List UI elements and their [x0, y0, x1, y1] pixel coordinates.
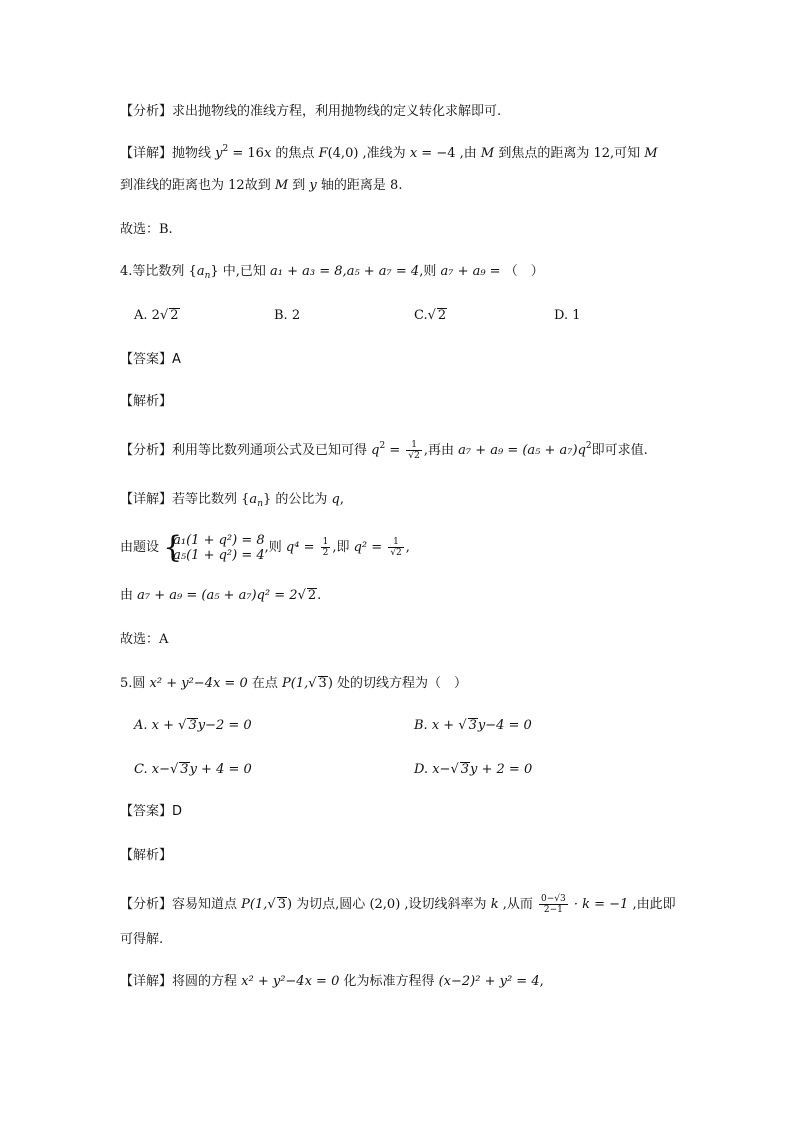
- q4-system: [120, 529, 410, 565]
- math-focus: F: [318, 146, 328, 161]
- radicand: 3: [277, 897, 286, 912]
- q4-option-d: D. 1: [554, 308, 581, 323]
- text-frag: .: [317, 588, 322, 603]
- q5-detail: [120, 972, 544, 992]
- text-frag: ,则: [419, 264, 441, 279]
- math-parabola: $y^2 = 16x$: [215, 144, 272, 161]
- fraction: $\frac{1}{√2}$: [390, 537, 402, 558]
- q4-option-b: B. 2: [274, 308, 301, 323]
- math-a: a: [196, 264, 205, 279]
- q4-jiexi: 【解析】: [120, 394, 173, 409]
- fraction: $\frac{0-√3}{2-1}$: [540, 894, 566, 915]
- text-frag: 到焦点的距离为: [494, 146, 594, 161]
- text-frag: 轴的距离是: [316, 178, 391, 193]
- text-frag: 将圆的方程: [172, 974, 242, 989]
- math-n: n: [204, 271, 211, 281]
- text-frag: 到准线的距离也为: [120, 178, 229, 193]
- q5-option-d: D. x−√ 3y + 2 = 0: [414, 762, 533, 777]
- q4-option-c: C.√ 2: [414, 308, 447, 323]
- text-frag: ,设切线斜率为: [400, 897, 491, 912]
- choice-line: 故选：B.: [120, 222, 173, 237]
- math-relation: a₇ + a₉ = (a₅ + a₇)q: [458, 443, 586, 458]
- q5-analysis-cont: 可得解.: [120, 932, 164, 947]
- q4-option-a: A. 2√ 2: [134, 308, 179, 323]
- math-directrix-rhs: = −4: [417, 146, 456, 161]
- analysis-tag: 【分析】: [120, 104, 173, 119]
- q4-choice: 故选：A: [120, 632, 169, 647]
- text-frag: 的焦点: [271, 146, 319, 161]
- number: 12: [593, 146, 611, 161]
- q4-answer: 【答案】A: [120, 352, 181, 367]
- number: 8: [390, 178, 399, 193]
- text-frag: 5.圆: [120, 676, 150, 691]
- text-frag: 化为标准方程得: [339, 974, 439, 989]
- q4-detail: [120, 490, 344, 510]
- q4-analysis: [120, 440, 648, 461]
- number: 12: [228, 178, 245, 193]
- text-frag: ,可知: [610, 146, 645, 161]
- q5-jiexi: 【解析】: [120, 848, 173, 863]
- math-directrix: x: [409, 146, 418, 161]
- q5-option-b: B. x + √ 3y−4 = 0: [414, 718, 532, 733]
- math-point-p: P(1,: [282, 676, 309, 691]
- radicand: 3: [318, 676, 327, 691]
- text-frag: ,: [339, 492, 344, 507]
- text-frag: 由题设: [120, 540, 164, 555]
- q5-option-a: A. x + √ 3y−2 = 0: [134, 718, 252, 733]
- math-q: q: [331, 492, 340, 507]
- math-target: a₇ + a₉ =: [440, 264, 505, 279]
- analysis-line: [120, 102, 501, 122]
- text-frag: 容易知道点: [172, 897, 242, 912]
- detail-line-2: [120, 176, 402, 196]
- detail-tag: 【详解】: [120, 974, 173, 989]
- radicand: 2: [307, 588, 317, 603]
- math-exp: 2: [379, 441, 386, 451]
- math-point-p: P(1,: [241, 897, 268, 912]
- math-point-m: M: [274, 178, 289, 193]
- q5-option-c: C. x−√ 3y + 4 = 0: [134, 762, 252, 777]
- text-frag: 为切点,圆心: [292, 897, 370, 912]
- text-frag: ,即: [332, 540, 354, 555]
- fraction: $\frac{1}{√2}$: [408, 440, 420, 461]
- equation-system: { a₁(1 + q²) = 8 a₅(1 + q²) = 4: [163, 529, 265, 565]
- text-frag: 利用等比数列通项公式及已知可得: [172, 443, 372, 458]
- math-k: k: [490, 897, 499, 912]
- text-frag: 4.等比数列 {: [120, 264, 197, 279]
- detail-line-1: [120, 144, 658, 164]
- analysis-text: 求出抛物线的准线方程，利用抛物线的定义转化求解即可.: [172, 104, 502, 119]
- text-frag: ,: [539, 974, 544, 989]
- math-n: n: [257, 499, 263, 509]
- text-frag: ,: [405, 540, 410, 555]
- text-frag: ,则: [264, 540, 286, 555]
- math-given: a₁ + a₃ = 8,a₅ + a₇ = 4: [270, 264, 420, 279]
- text-frag: ): [327, 676, 333, 691]
- math-q4: q⁴ =: [285, 540, 319, 555]
- text-frag: ,准线为: [358, 146, 410, 161]
- math-focus-args: (4,0): [327, 146, 359, 161]
- text-frag: ,由此即: [628, 897, 676, 912]
- analysis-tag: 【分析】: [120, 897, 173, 912]
- text-frag: 若等比数列 {: [172, 492, 250, 507]
- text-frag: 故到: [244, 178, 275, 193]
- math-circle: x² + y²−4x = 0: [149, 676, 248, 691]
- text-frag: =: [385, 443, 405, 458]
- text-frag: ): [286, 897, 293, 912]
- text-frag: （ ）: [504, 264, 544, 279]
- math-standard-form: (x−2)² + y² = 4: [438, 974, 540, 989]
- math-exp: 2: [585, 441, 592, 451]
- analysis-tag: 【分析】: [120, 443, 173, 458]
- math-q2: q² =: [353, 540, 387, 555]
- math-center: (2,0): [369, 897, 401, 912]
- detail-tag: 【详解】: [120, 146, 173, 161]
- math-circle: x² + y²−4x = 0: [241, 974, 340, 989]
- q5-analysis: 【分析】容易知道点 P(1,√ 3) 为切点,圆心 (2,0) ,设切线斜率为 k ,从而 $\frac{0-√3}{2-1}$ · k = −1 ,由此即: [120, 894, 676, 915]
- text-frag: .: [398, 178, 403, 193]
- text-frag: 即可求值.: [591, 443, 648, 458]
- fraction: $\frac{1}{2}$: [322, 537, 329, 558]
- text-frag: ,由: [455, 146, 481, 161]
- text-frag: 处的切线方程为（ ）: [332, 676, 468, 691]
- math-result: a₇ + a₉ = (a₅ + a₇)q² = 2: [137, 588, 298, 603]
- math-a: a: [249, 492, 258, 507]
- math-point-m: M: [480, 146, 495, 161]
- text-frag: ,从而: [498, 897, 537, 912]
- text-frag: ,再由: [423, 443, 459, 458]
- detail-tag: 【详解】: [120, 492, 173, 507]
- math-q: q: [371, 443, 380, 458]
- text-frag: 由: [120, 588, 138, 603]
- text-frag: 抛物线: [172, 146, 216, 161]
- q5-stem: 5.圆 x² + y²−4x = 0 在点 P(1,√ 3) 处的切线方程为（ ）: [120, 676, 468, 691]
- q4-result: 由 a₇ + a₉ = (a₅ + a₇)q² = 2√ 2.: [120, 588, 322, 603]
- text-frag: } 的公比为: [262, 492, 332, 507]
- math-y: y: [309, 178, 317, 193]
- math-slope-eq: · k = −1: [569, 897, 629, 912]
- math-point-m: M: [644, 146, 658, 161]
- q4-stem: [120, 262, 544, 282]
- q5-answer: 【答案】D: [120, 804, 183, 819]
- text-frag: } 中,已知: [210, 264, 271, 279]
- text-frag: 到: [288, 178, 310, 193]
- text-frag: 在点: [247, 676, 282, 691]
